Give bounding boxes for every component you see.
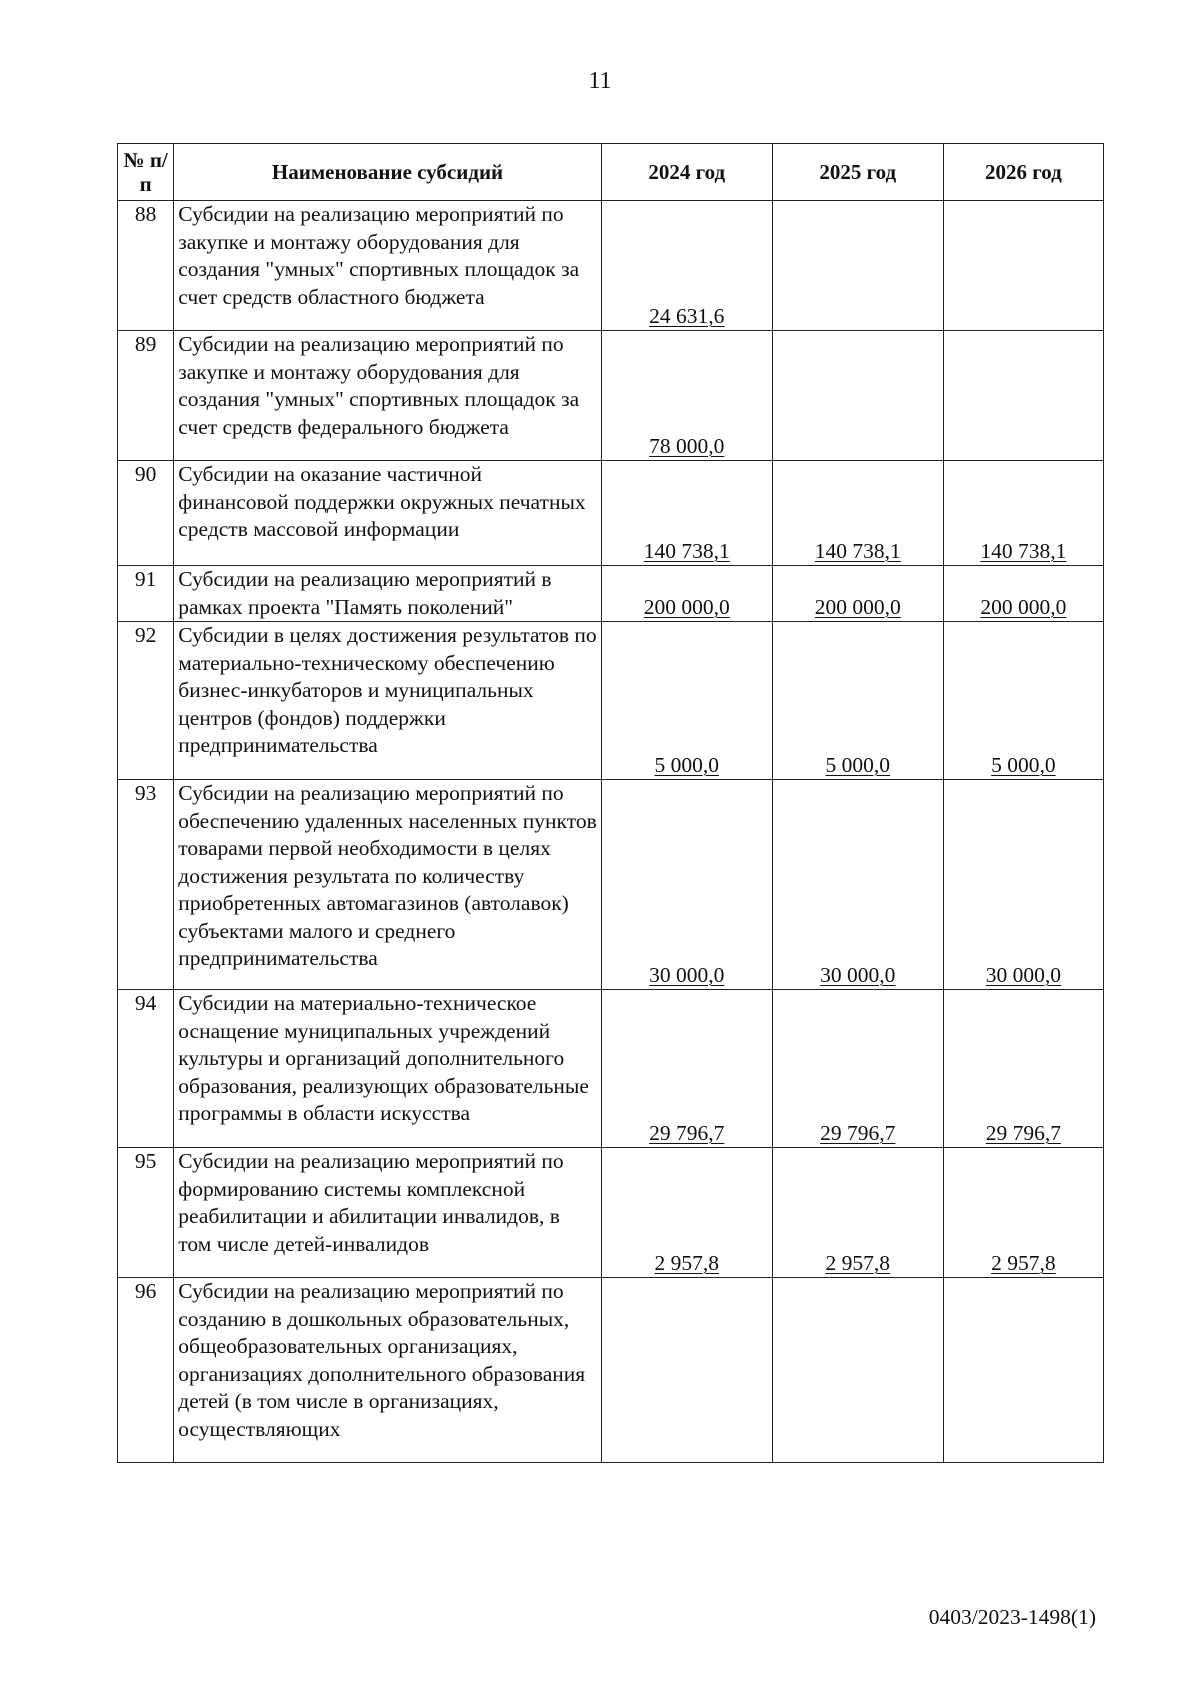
subsidy-name: Субсидии на реализацию мероприятий по созданию в дошкольных образовательных, общеобразовательных организациях, организациях дополнительного образования детей (в том числе в организациях, осуществляющих: [174, 1278, 602, 1463]
row-number: 93: [118, 780, 174, 990]
table-row: [118, 331, 1104, 461]
amount-2024: [601, 201, 772, 331]
amount-2024-value: 24 631,6: [649, 303, 725, 328]
table-row: [118, 1278, 1104, 1463]
table-row: [118, 780, 1104, 990]
row-number: 95: [118, 1148, 174, 1278]
row-number: 88: [118, 201, 174, 331]
amount-2025: [772, 780, 943, 990]
subsidy-name: Субсидии на реализацию мероприятий по закупке и монтажу оборудования для создания "умных" спортивных площадок за счет средств федерального бюджета: [174, 331, 602, 461]
amount-2026: [943, 201, 1103, 331]
table-row: [118, 461, 1104, 566]
row-number: 91: [118, 566, 174, 622]
amount-2024: [601, 566, 772, 622]
amount-2026: [943, 331, 1103, 461]
amount-2025-value: 29 796,7: [820, 1120, 896, 1145]
amount-2026-value: 29 796,7: [985, 1120, 1062, 1145]
amount-2026: [943, 622, 1103, 780]
table-row: [118, 201, 1104, 331]
amount-2025-value: 200 000,0: [814, 594, 901, 619]
amount-2025-value: 140 738,1: [814, 538, 901, 563]
header-2026: 2026 год: [943, 144, 1103, 201]
subsidy-name: Субсидии на реализацию мероприятий по закупке и монтажу оборудования для создания "умных" спортивных площадок за счет средств областного бюджета: [174, 201, 602, 331]
document-code: 0403/2023-1498(1): [928, 1605, 1096, 1629]
amount-2025: [772, 201, 943, 331]
amount-2024: [601, 331, 772, 461]
row-number: 92: [118, 622, 174, 780]
header-name: Наименование субсидий: [174, 144, 602, 201]
amount-2025: [772, 1148, 943, 1278]
row-number: 96: [118, 1278, 174, 1463]
amount-2026-value: 30 000,0: [985, 962, 1062, 987]
amount-2026: [943, 1148, 1103, 1278]
subsidy-name: Субсидии в целях достижения результатов по материально-техническому обеспечению бизнес-инкубаторов и муниципальных центров (фондов) поддержки предпринимательства: [174, 622, 602, 780]
table-row: [118, 622, 1104, 780]
amount-2025: [772, 566, 943, 622]
amount-2025: [772, 622, 943, 780]
amount-2026-value: 140 738,1: [980, 538, 1067, 563]
amount-2026-value: 2 957,8: [991, 1250, 1056, 1275]
row-number: 94: [118, 990, 174, 1148]
subsidy-name: Субсидии на реализацию мероприятий в рамках проекта "Память поколений": [174, 566, 602, 622]
table-row: [118, 1148, 1104, 1278]
amount-2025-value: 5 000,0: [825, 752, 891, 777]
header-2025: 2025 год: [772, 144, 943, 201]
amount-2026: [943, 566, 1103, 622]
subsidy-name: Субсидии на реализацию мероприятий по формированию системы комплексной реабилитации и абилитации инвалидов, в том числе детей-инвалидов: [174, 1148, 602, 1278]
amount-2025: [772, 1278, 943, 1463]
table-row: [118, 566, 1104, 622]
amount-2025-value: 30 000,0: [820, 962, 896, 987]
amount-2024: [601, 990, 772, 1148]
row-number: 89: [118, 331, 174, 461]
amount-2025: [772, 331, 943, 461]
amount-2024: [601, 1278, 772, 1463]
amount-2024-value: 2 957,8: [654, 1250, 720, 1275]
amount-2024: [601, 1148, 772, 1278]
amount-2024-value: 200 000,0: [643, 594, 730, 619]
page-number: 11: [588, 68, 612, 94]
subsidy-name: Субсидии на материально-техническое оснащение муниципальных учреждений культуры и организаций дополнительного образования, реализующих образовательные программы в области искусства: [174, 990, 602, 1148]
amount-2024-value: 78 000,0: [649, 433, 725, 458]
amount-2024: [601, 622, 772, 780]
amount-2024: [601, 780, 772, 990]
amount-2024-value: 5 000,0: [654, 752, 720, 777]
amount-2025: [772, 990, 943, 1148]
amount-2026-value: 200 000,0: [980, 594, 1067, 619]
subsidies-table: [117, 143, 1104, 1463]
header-num: № п/п: [118, 144, 174, 201]
subsidy-name: Субсидии на реализацию мероприятий по обеспечению удаленных населенных пунктов товарами первой необходимости в целях достижения результата по количеству приобретенных автомагазинов (автолавок) субъектами малого и среднего предпринимательства: [174, 780, 602, 990]
amount-2024: [601, 461, 772, 566]
amount-2026-value: 5 000,0: [991, 752, 1056, 777]
table-header-row: [118, 144, 1104, 201]
amount-2025-value: 2 957,8: [825, 1250, 891, 1275]
amount-2024-value: 140 738,1: [643, 538, 730, 563]
amount-2025: [772, 461, 943, 566]
header-2024: 2024 год: [601, 144, 772, 201]
amount-2026: [943, 461, 1103, 566]
amount-2026: [943, 1278, 1103, 1463]
amount-2026: [943, 990, 1103, 1148]
amount-2024-value: 29 796,7: [649, 1120, 725, 1145]
amount-2026: [943, 780, 1103, 990]
row-number: 90: [118, 461, 174, 566]
subsidy-name: Субсидии на оказание частичной финансовой поддержки окружных печатных средств массовой информации: [174, 461, 602, 566]
amount-2024-value: 30 000,0: [649, 962, 725, 987]
table-row: [118, 990, 1104, 1148]
